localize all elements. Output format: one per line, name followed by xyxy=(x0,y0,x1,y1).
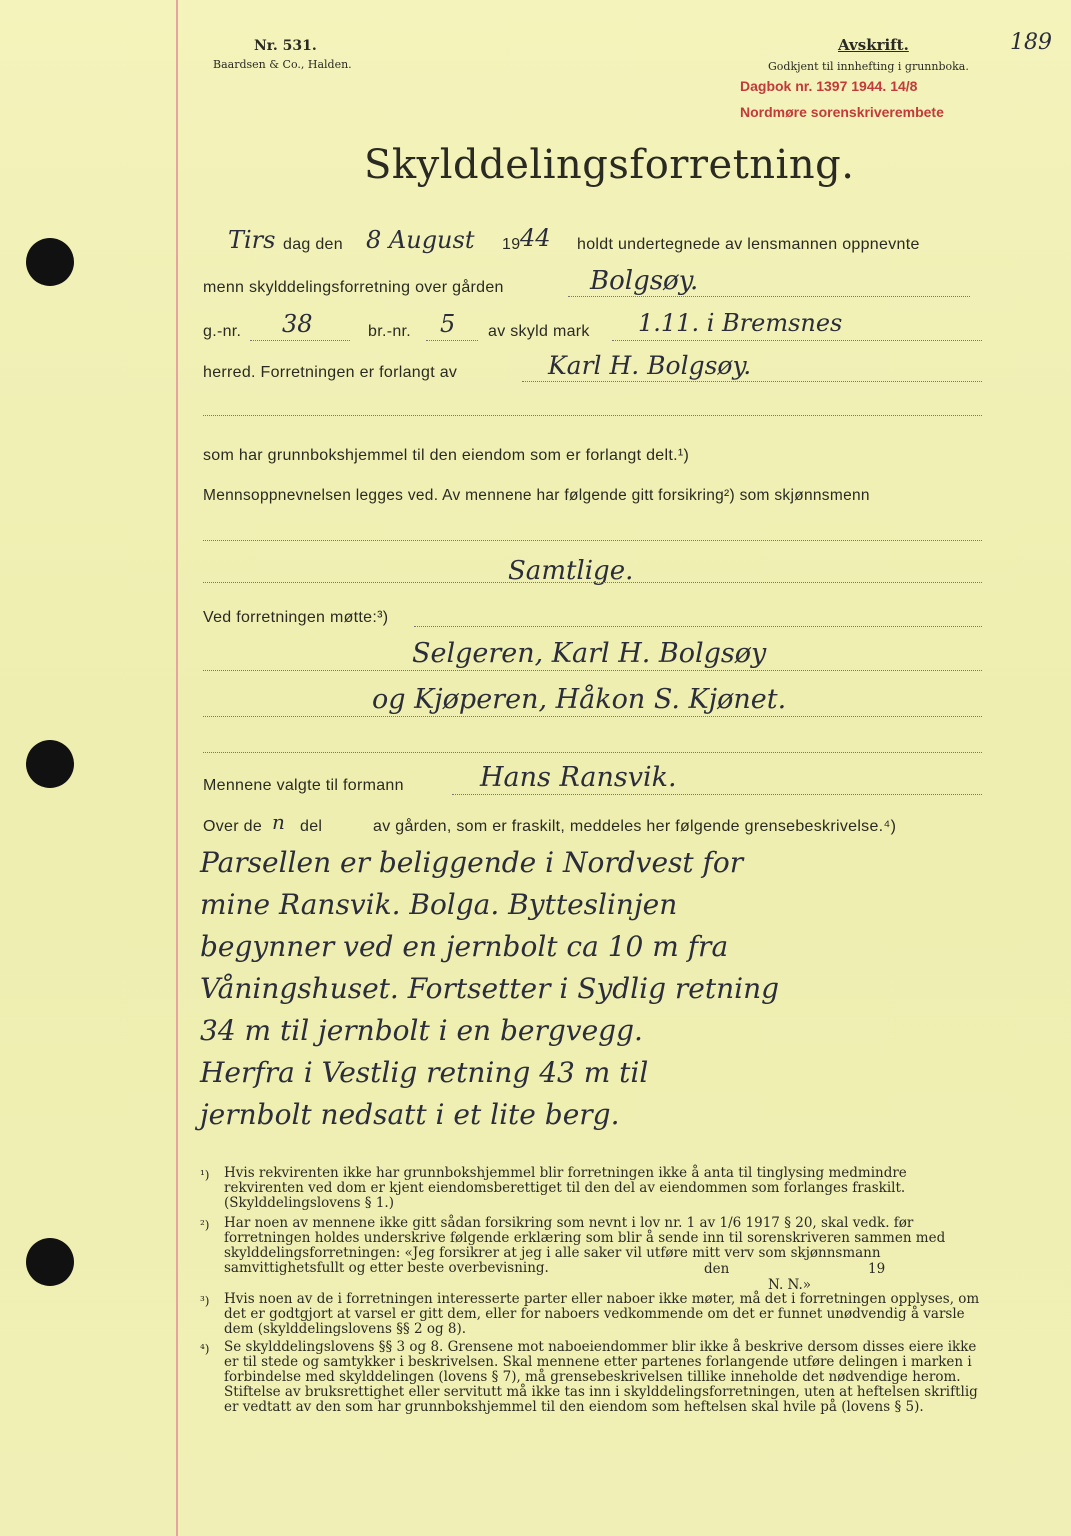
description-line: Herfra i Vestlig retning 43 m til xyxy=(200,1056,649,1089)
line1-text-a: dag den xyxy=(283,236,343,253)
description-line: Parsellen er beliggende i Nordvest for xyxy=(200,846,744,879)
skyld-label: av skyld mark xyxy=(488,323,590,340)
day-handwritten: Tirs xyxy=(228,226,276,254)
seller-handwritten: Selgeren, Karl H. Bolgsøy xyxy=(412,638,767,669)
footnote-2-marker: ²) xyxy=(200,1218,210,1232)
line12-text-c: av gården, som er fraskilt, meddeles her følgende grensebeskrivelse.⁴) xyxy=(373,818,897,835)
skyld-value: 1.11. i Bremsnes xyxy=(638,309,843,337)
footnote-4-marker: ⁴) xyxy=(200,1342,210,1356)
dotted-line xyxy=(203,415,982,416)
description-line: jernbolt nedsatt i et lite berg. xyxy=(200,1098,620,1131)
dotted-line xyxy=(414,626,982,627)
punch-hole xyxy=(26,238,74,286)
dotted-line xyxy=(203,582,982,583)
dotted-line xyxy=(568,296,970,297)
footnote-3: Hvis noen av de i forretningen interesserte parter eller naboer ikke møter, må det i forretningen opplyses, om det er godtgjort at varsel er gitt dem, eller for naboers vedkommende om det er funnet unødvendig å varsle dem (skylddelingslovens §§ 2 og 8). xyxy=(224,1291,980,1337)
gnr-label: g.-nr. xyxy=(203,323,242,340)
buyer-handwritten: og Kjøperen, Håkon S. Kjønet. xyxy=(372,684,787,715)
approval-text: Godkjent til innhefting i grunnboka. xyxy=(768,60,969,73)
dotted-line xyxy=(203,540,982,541)
document-title: Skylddelingsforretning. xyxy=(364,142,855,188)
description-line: mine Ransvik. Bolga. Bytteslinjen xyxy=(200,888,678,921)
line6-text: Mennsoppnevnelsen legges ved. Av mennene har følgende gitt forsikring²) som skjønnsmenn xyxy=(203,487,870,504)
dotted-line xyxy=(426,340,478,341)
all-handwritten: Samtlige. xyxy=(508,556,634,586)
line4-text: herred. Forretningen er forlangt av xyxy=(203,364,458,381)
copy-label: Avskrift. xyxy=(838,36,909,54)
chairman-handwritten: Hans Ransvik. xyxy=(480,762,677,793)
date-handwritten: 8 August xyxy=(366,226,475,254)
description-line: begynner ved en jernbolt ca 10 m fra xyxy=(200,930,729,963)
dotted-line xyxy=(452,794,982,795)
form-number: Nr. 531. xyxy=(254,38,317,54)
line12-hand: n xyxy=(272,810,285,834)
office-stamp: Nordmøre sorenskriverembete xyxy=(740,104,944,120)
farm-name-handwritten: Bolgsøy. xyxy=(590,266,699,296)
journal-stamp: Dagbok nr. 1397 1944. 14/8 xyxy=(740,78,918,94)
footnote-2-signature: N. N.» xyxy=(768,1277,812,1293)
line12-text-b: del xyxy=(300,818,323,835)
dotted-line xyxy=(250,340,350,341)
gnr-value: 38 xyxy=(282,310,313,338)
dotted-line xyxy=(203,670,982,671)
dotted-line xyxy=(203,752,982,753)
description-line: Våningshuset. Fortsetter i Sydlig retning xyxy=(200,972,780,1005)
line12-text-a: Over de xyxy=(203,818,263,835)
year-printed: 19 xyxy=(502,236,521,253)
footnote-4: Se skylddelingslovens §§ 3 og 8. Grensene mot naboeiendommer blir ikke å beskrive dersom disses eiere ikke er til stede og samtykker i beskrivelsen. Skal mennene etter partenes forlangende utføre delingen i marken i forbindelse med skylddelingen (lovens § 7), må grensebeskrivelsen tillike inneholde det nødvendige herom. Stiftelse av bruksrettighet eller servitutt må ikke tas inn i skylddelingsforretningen, uten at heftelsen skriftlig er vedtatt av den som har grunnbokshjemmel til den eiendom som heftelsen skal hvile på (lovens § 5). xyxy=(224,1339,978,1415)
line2-text: menn skylddelingsforretning over gården xyxy=(203,279,504,296)
year-handwritten: 44 xyxy=(520,224,551,252)
line5-text: som har grunnbokshjemmel til den eiendom som er forlangt delt.¹) xyxy=(203,447,690,464)
punch-hole xyxy=(26,740,74,788)
footnote-2-den: den xyxy=(704,1261,730,1277)
footnote-1: Hvis rekvirenten ikke har grunnbokshjemmel blir forretningen ikke å anta til tinglysing medmindre rekvirenten ved dom er kjent eiendomsberettiget til den del av eiendommen som forlanges fraskilt. (Skylddelingslovens § 1.) xyxy=(224,1165,907,1211)
footnote-1-marker: ¹) xyxy=(200,1168,210,1182)
margin-line xyxy=(176,0,178,1536)
page-number: 189 xyxy=(1010,30,1052,55)
requester-handwritten: Karl H. Bolgsøy. xyxy=(548,351,752,380)
punch-hole xyxy=(26,1238,74,1286)
footnote-2: Har noen av mennene ikke gitt sådan forsikring som nevnt i lov nr. 1 av 1/6 1917 § 20, skal vedk. før forretningen holdes underskrive følgende erklæring som blir å sende inn til sorenskriveren sammen med skylddelingsforretningen: «Jeg forsikrer at jeg i alle saker vil utføre mitt verv som skjønnsmann samvittighetsfullt og etter beste overbevisning. xyxy=(224,1215,946,1276)
footnote-3-marker: ³) xyxy=(200,1294,210,1308)
bnr-value: 5 xyxy=(440,310,456,338)
footnote-2-year: 19 xyxy=(868,1261,886,1277)
line1-text-b: holdt undertegnede av lensmannen oppnevnte xyxy=(577,236,920,253)
line8-text: Ved forretningen møtte:³) xyxy=(203,609,389,626)
publisher: Baardsen & Co., Halden. xyxy=(213,58,352,71)
dotted-line xyxy=(522,381,982,382)
bnr-label: br.-nr. xyxy=(368,323,412,340)
line11-text: Mennene valgte til formann xyxy=(203,777,404,794)
dotted-line xyxy=(612,340,982,341)
dotted-line xyxy=(203,716,982,717)
description-line: 34 m til jernbolt i en bergvegg. xyxy=(200,1014,643,1047)
